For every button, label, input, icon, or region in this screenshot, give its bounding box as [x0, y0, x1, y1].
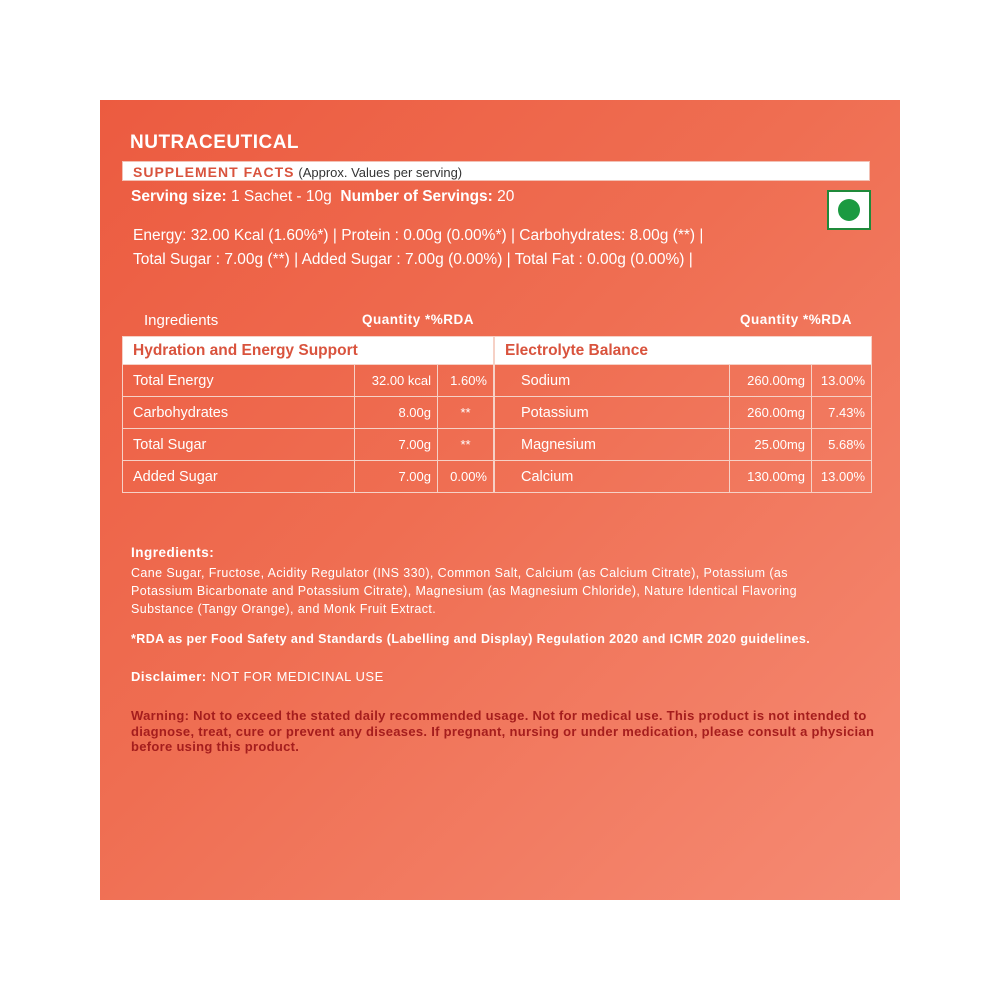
table-row — [123, 397, 494, 429]
rda-note: *RDA as per Food Safety and Standards (Labelling and Display) Regulation 2020 and ICMR 2020 guidelines. — [131, 632, 811, 646]
table-row — [495, 365, 872, 397]
ingredient-rda: 13.00% — [812, 461, 872, 493]
hydration-title: Hydration and Energy Support — [123, 337, 494, 365]
qty-rda-header-right: Quantity *%RDA — [740, 312, 853, 327]
table-row — [495, 397, 872, 429]
ingredients-heading: Ingredients: — [131, 545, 215, 560]
ingredient-name: Added Sugar — [123, 461, 355, 493]
warning-text: Warning: Not to exceed the stated daily recommended usage. Not for medical use. This product is not intended to diagnose, treat, cure or prevent any diseases. If pregnant, nursing or under medication, please consult a physician before using this product. — [131, 708, 875, 754]
ingredient-qty: 130.00mg — [730, 461, 812, 493]
disclaimer — [131, 669, 384, 684]
ingredient-name: Total Energy — [123, 365, 355, 397]
servings-count-value: 20 — [497, 188, 515, 205]
veg-dot — [838, 199, 860, 221]
ingredient-name: Carbohydrates — [123, 397, 355, 429]
serving-info — [131, 188, 514, 206]
supplement-facts-heading — [133, 164, 462, 180]
ingredient-qty: 7.00g — [355, 461, 438, 493]
energy-line-2: Total Sugar : 7.00g (**) | Added Sugar : 7.00g (0.00%) | Total Fat : 0.00g (0.00%) | — [133, 251, 693, 268]
ingredient-name: Potassium — [495, 397, 730, 429]
ingredient-rda: 1.60% — [438, 365, 494, 397]
ingredient-qty: 260.00mg — [730, 365, 812, 397]
label-panel — [100, 100, 900, 900]
ingredients-text: Cane Sugar, Fructose, Acidity Regulator (INS 330), Common Salt, Calcium (as Calcium Citrate), Potassium (as Potassium Bicarbonate and Potassium Citrate), Magnesium (as Magnesium Chloride), Nature Identical Flavoring Substance (Tangy Orange), and Monk Fruit Extract. — [131, 566, 797, 616]
disclaimer-text: NOT FOR MEDICINAL USE — [210, 669, 384, 684]
ingredient-name: Total Sugar — [123, 429, 355, 461]
disclaimer-label: Disclaimer: — [131, 669, 207, 684]
table-row — [123, 461, 494, 493]
ingredient-rda: ** — [438, 429, 494, 461]
electrolyte-header-row — [495, 337, 872, 365]
brand-title: NUTRACEUTICAL — [130, 132, 300, 153]
ingredient-name: Calcium — [495, 461, 730, 493]
energy-summary — [133, 224, 703, 272]
ingredient-qty: 32.00 kcal — [355, 365, 438, 397]
ingredient-name: Sodium — [495, 365, 730, 397]
ingredient-qty: 25.00mg — [730, 429, 812, 461]
table-row — [495, 429, 872, 461]
ingredient-rda: 13.00% — [812, 365, 872, 397]
ingredient-name: Magnesium — [495, 429, 730, 461]
ingredient-rda: 5.68% — [812, 429, 872, 461]
qty-rda-header-left: Quantity *%RDA — [362, 312, 475, 327]
supplement-facts-note: (Approx. Values per serving) — [298, 165, 463, 180]
supplement-facts-title: SUPPLEMENT FACTS — [133, 164, 295, 180]
supplement-facts-bar — [122, 161, 870, 181]
electrolyte-title: Electrolyte Balance — [495, 337, 872, 365]
electrolyte-table — [494, 336, 872, 493]
servings-count-label: Number of Servings: — [340, 188, 493, 205]
veg-symbol-icon — [827, 190, 871, 230]
serving-size-value: 1 Sachet - 10g — [230, 188, 332, 205]
table-row — [495, 461, 872, 493]
table-row — [123, 429, 494, 461]
ingredient-rda: ** — [438, 397, 494, 429]
hydration-header-row — [123, 337, 494, 365]
ingredients-column-header: Ingredients — [144, 312, 219, 329]
ingredient-qty: 7.00g — [355, 429, 438, 461]
energy-line-1: Energy: 32.00 Kcal (1.60%*) | Protein : 0.00g (0.00%*) | Carbohydrates: 8.00g (**) | — [133, 227, 704, 244]
serving-size-label: Serving size: — [131, 188, 227, 205]
ingredient-qty: 8.00g — [355, 397, 438, 429]
table-row — [123, 365, 494, 397]
ingredient-rda: 7.43% — [812, 397, 872, 429]
ingredient-rda: 0.00% — [438, 461, 494, 493]
hydration-table — [122, 336, 494, 493]
ingredient-qty: 260.00mg — [730, 397, 812, 429]
